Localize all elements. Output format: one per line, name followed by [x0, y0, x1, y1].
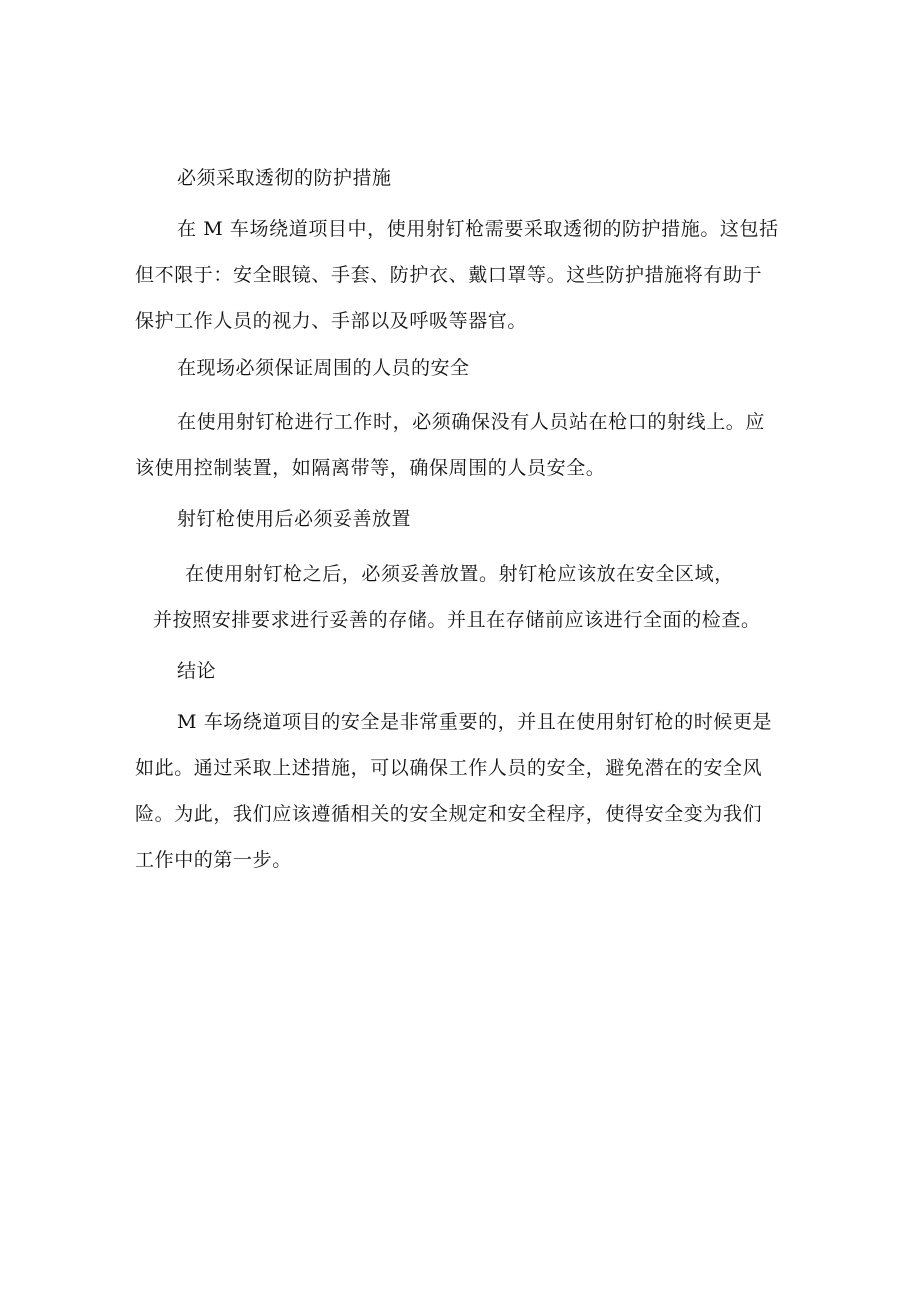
paragraph-line: 保护工作人员的视力、手部以及呼吸等器官。 [135, 310, 528, 332]
section-paragraph-storage [135, 551, 795, 643]
paragraph-line: 并按照安排要求进行妥善的存储。并且在存储前应该进行全面的检查。 [153, 609, 761, 631]
paragraph-line: 在 M 车场绕道项目中，使用射钉枪需要采取透彻的防护措施。这包括 [177, 218, 779, 240]
section-heading-conclusion: 结论 [177, 660, 217, 682]
section-paragraph-protective-measures [135, 206, 795, 344]
paragraph-line: M 车场绕道项目的安全是非常重要的，并且在使用射钉枪的时候更是 [177, 711, 773, 733]
paragraph-line: 但不限于：安全眼镜、手套、防护衣、戴口罩等。这些防护措施将有助于 [135, 264, 763, 286]
section-heading-storage: 射钉枪使用后必须妥善放置 [177, 508, 412, 530]
section-heading-protective-measures: 必须采取透彻的防护措施 [177, 167, 392, 189]
paragraph-line: 险。为此，我们应该遵循相关的安全规定和安全程序，使得安全变为我们 [135, 803, 763, 825]
section-paragraph-site-safety [135, 399, 795, 491]
section-heading-site-safety: 在现场必须保证周围的人员的安全 [177, 357, 470, 379]
section-paragraph-conclusion [135, 699, 795, 883]
paragraph-line: 该使用控制装置，如隔离带等，确保周围的人员安全。 [135, 457, 606, 479]
paragraph-line: 在使用射钉枪之后，必须妥善放置。射钉枪应该放在安全区域， [185, 563, 734, 585]
paragraph-line: 工作中的第一步。 [135, 849, 292, 871]
paragraph-line: 在使用射钉枪进行工作时，必须确保没有人员站在枪口的射线上。应 [177, 411, 766, 433]
paragraph-line: 如此。通过采取上述措施，可以确保工作人员的安全，避免潜在的安全风 [135, 757, 763, 779]
